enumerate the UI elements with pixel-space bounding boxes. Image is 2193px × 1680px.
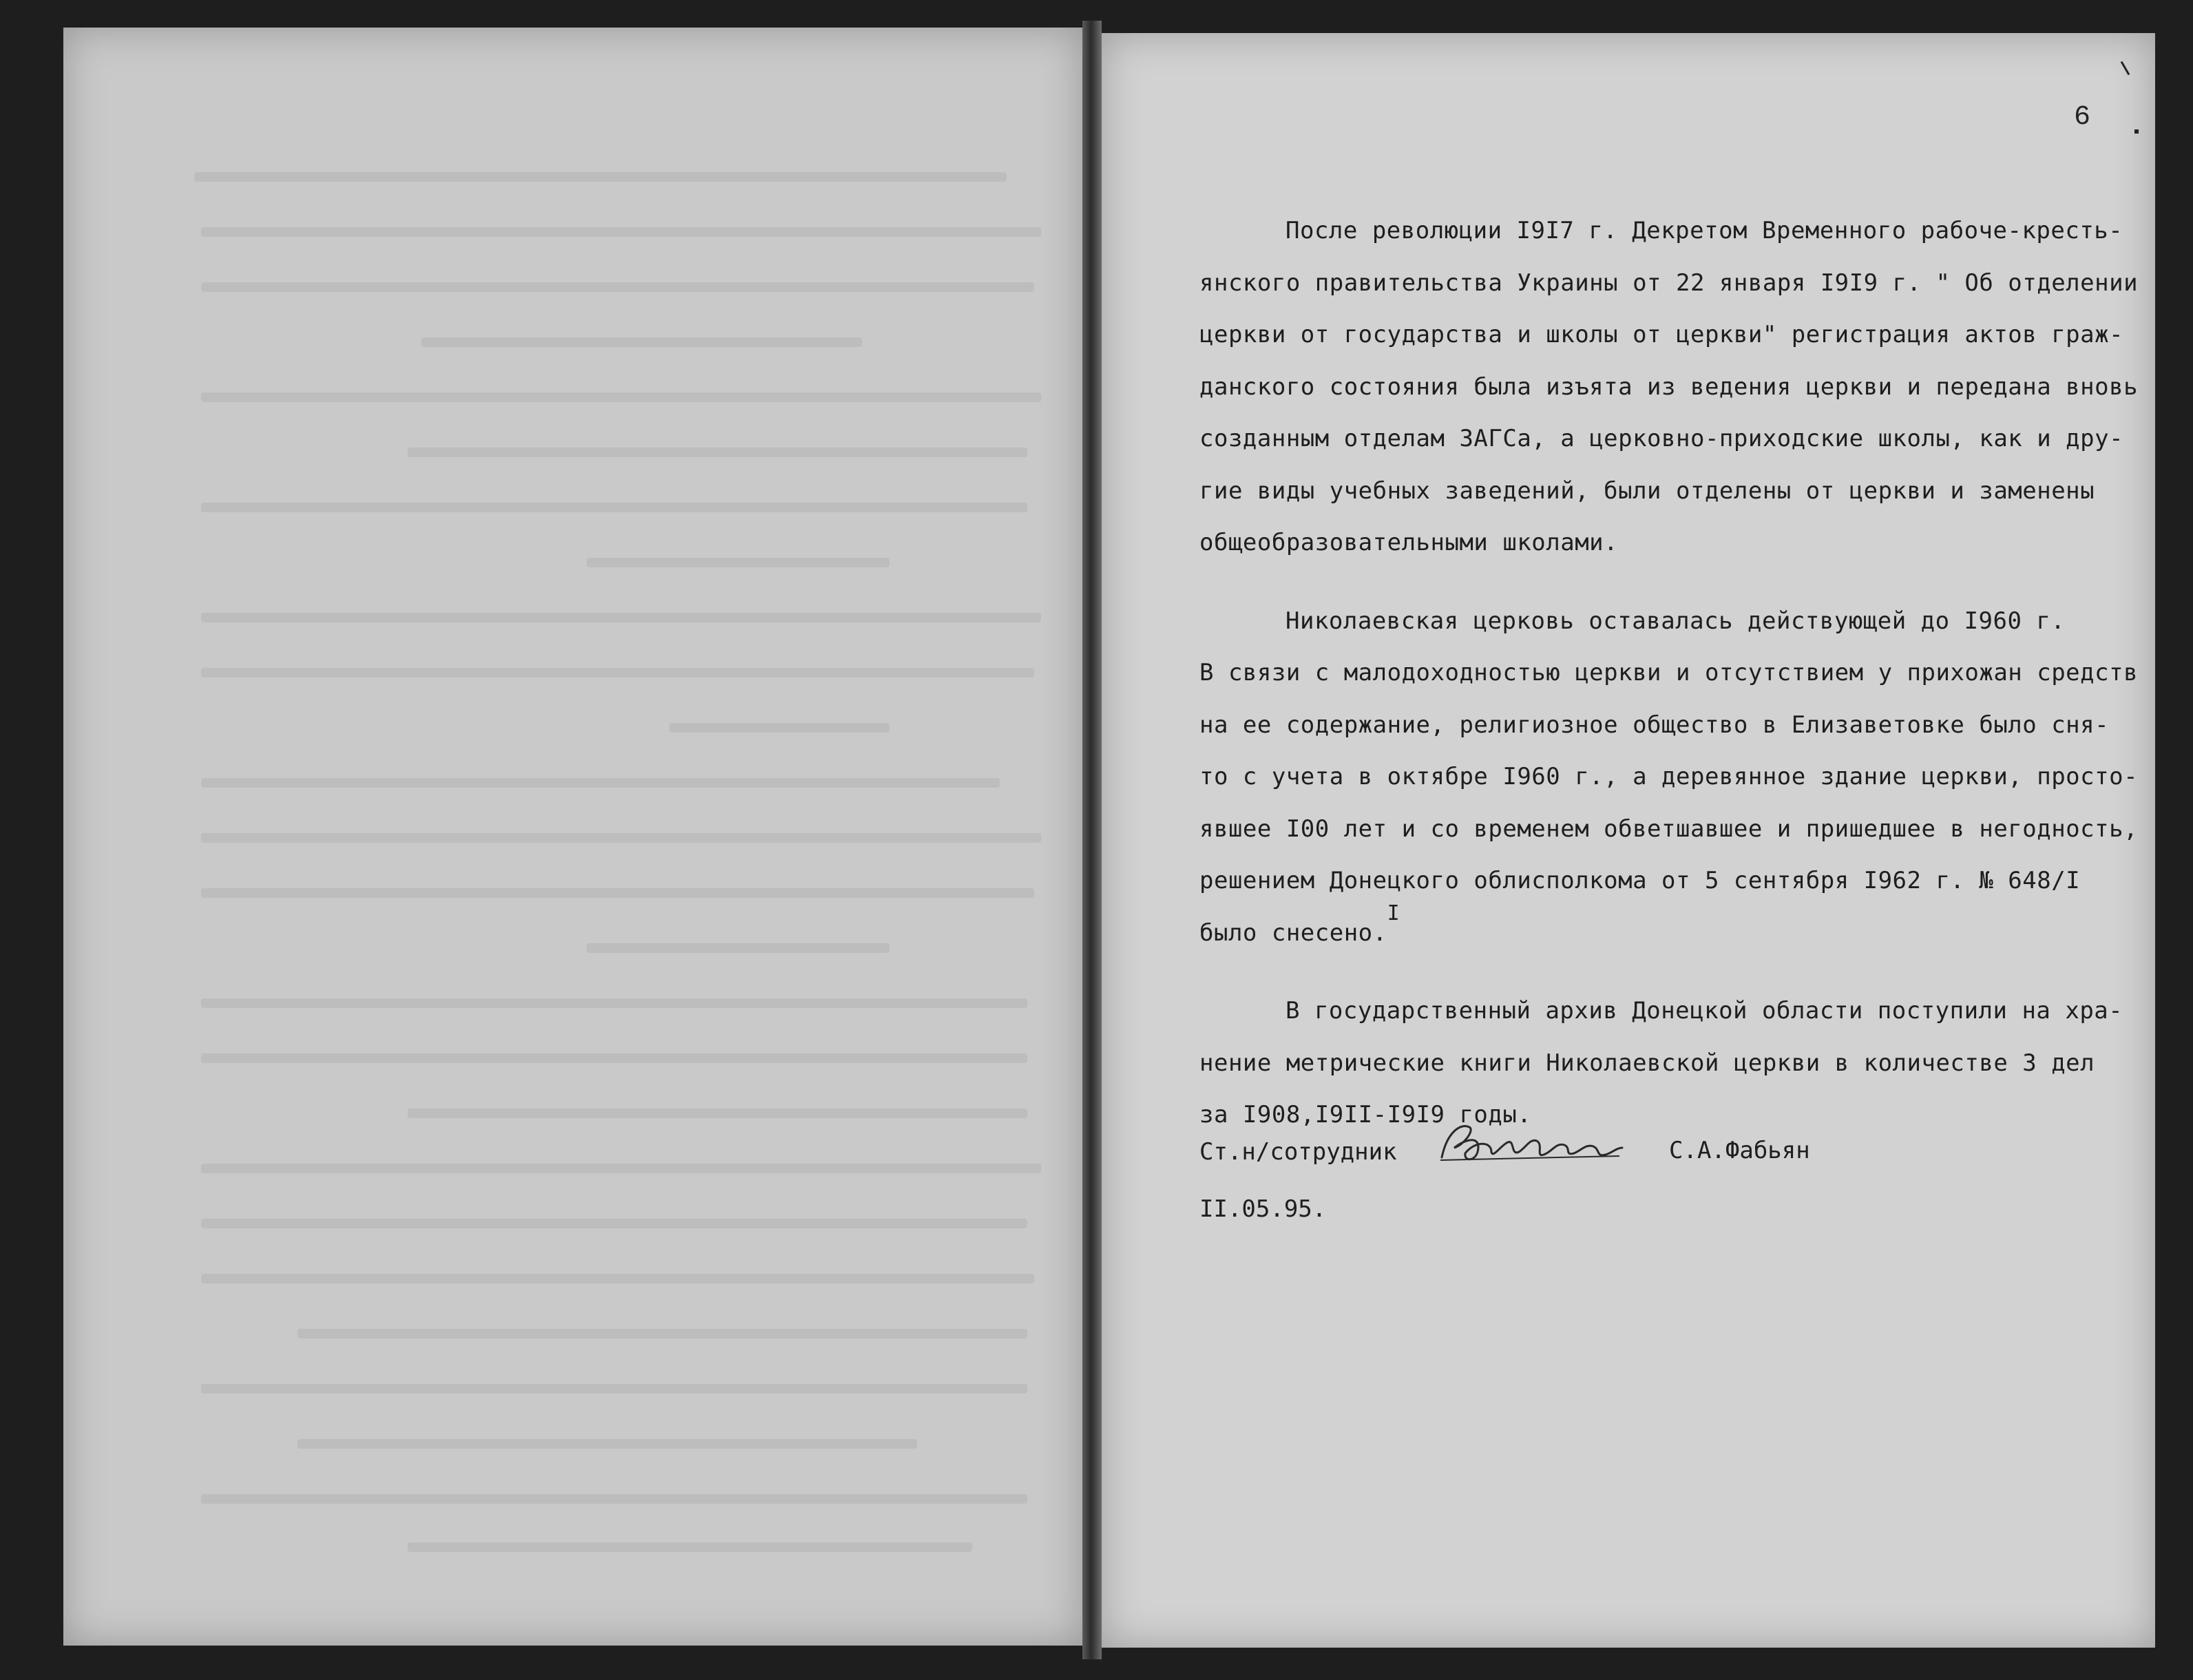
text-line: общеобразовательными школами. <box>1199 529 1619 556</box>
handwritten-signature <box>1434 1117 1626 1173</box>
text-line: на ее содержание, религиозное общество в Елизаветовке было сня- <box>1199 711 2110 739</box>
bleed-through-line <box>201 613 1041 622</box>
text-line: было снесено. <box>1199 918 1387 947</box>
bleed-through-line <box>201 1053 1027 1063</box>
signer-name: С.А.Фабьян <box>1669 1137 1810 1164</box>
text-line: созданным отделам ЗАГСа, а церковно-приходские школы, как и дру- <box>1199 425 2124 452</box>
bleed-through-line <box>587 558 890 567</box>
text-line: решением Донецкого облисполкома от 5 сентября I962 г. № 648/I <box>1199 867 2081 894</box>
bleed-through-line <box>201 888 1034 898</box>
bleed-through-line <box>201 503 1027 512</box>
scan-dust-mark <box>2121 61 2130 76</box>
bleed-through-line <box>201 1494 1027 1504</box>
signature-block <box>1199 1124 1888 1179</box>
bleed-through-line <box>408 1542 972 1552</box>
text-line: Николаевская церковь оставалась действующей до I960 г. <box>1286 607 2066 635</box>
bleed-through-line <box>421 337 862 347</box>
text-line-with-footnote <box>1199 901 2122 960</box>
bleed-through-line <box>201 1274 1034 1283</box>
bleed-through-line <box>201 668 1034 678</box>
bleed-through-line <box>408 1109 1027 1118</box>
signer-role: Ст.н/сотрудник <box>1199 1138 1397 1166</box>
paragraph-1 <box>1199 205 2139 569</box>
bleed-through-line <box>669 723 890 733</box>
paragraph-gap <box>1199 959 2122 985</box>
paragraph-3 <box>1199 985 2122 1142</box>
text-line: нение метрические книги Николаевской церкви в количестве 3 дел <box>1199 1049 2095 1077</box>
bleed-through-line <box>201 392 1041 402</box>
bleed-through-line <box>297 1329 1027 1338</box>
scan-dust-mark <box>2134 129 2139 134</box>
right-page <box>1102 33 2155 1648</box>
paragraph-gap <box>1199 569 2122 596</box>
text-line: то с учета в октябре I960 г., а деревянное здание церкви, просто- <box>1199 763 2139 790</box>
text-line: В связи с малодоходностью церкви и отсутствием у прихожан средств <box>1199 659 2139 686</box>
text-line: данского состояния была изъята из ведения церкви и передана вновь <box>1199 372 2139 401</box>
text-line: явшее I00 лет и со временем обветшавшее и пришедшее в негодность, <box>1199 815 2139 843</box>
page-number: 6 <box>2074 102 2091 133</box>
bleed-through-line <box>297 1439 917 1449</box>
document-body <box>1199 205 2139 1142</box>
bleed-through-line <box>201 833 1041 843</box>
footnote-mark: I <box>1387 901 1400 925</box>
bleed-through-line <box>201 1219 1027 1228</box>
paragraph-2 <box>1199 596 2139 960</box>
text-line: за I908,I9II-I9I9 годы. <box>1199 1101 1532 1128</box>
bleed-through-line <box>201 998 1027 1008</box>
bleed-through-line <box>201 1384 1027 1394</box>
bleed-through-line <box>194 172 1007 182</box>
left-page <box>63 28 1082 1646</box>
text-line: гие виды учебных заведений, были отделены от церкви и заменены <box>1199 476 2095 505</box>
text-line: После революции I9I7 г. Декретом Временного рабоче-кресть- <box>1286 217 2123 244</box>
text-line: янского правительства Украины от 22 января I9I9 г. " Об отделении <box>1199 269 2139 297</box>
bleed-through-line <box>201 778 1000 788</box>
bleed-through-line <box>587 943 890 953</box>
text-line: церкви от государства и школы от церкви" регистрация актов граж- <box>1199 321 2124 348</box>
bleed-through-line <box>201 1164 1041 1173</box>
bleed-through-line <box>201 282 1034 292</box>
bleed-through-line <box>408 448 1027 457</box>
bleed-through-line <box>201 227 1041 237</box>
book-spine <box>1082 21 1102 1659</box>
text-line: В государственный архив Донецкой области поступили на хра- <box>1286 997 2123 1025</box>
document-date: II.05.95. <box>1199 1195 1327 1223</box>
